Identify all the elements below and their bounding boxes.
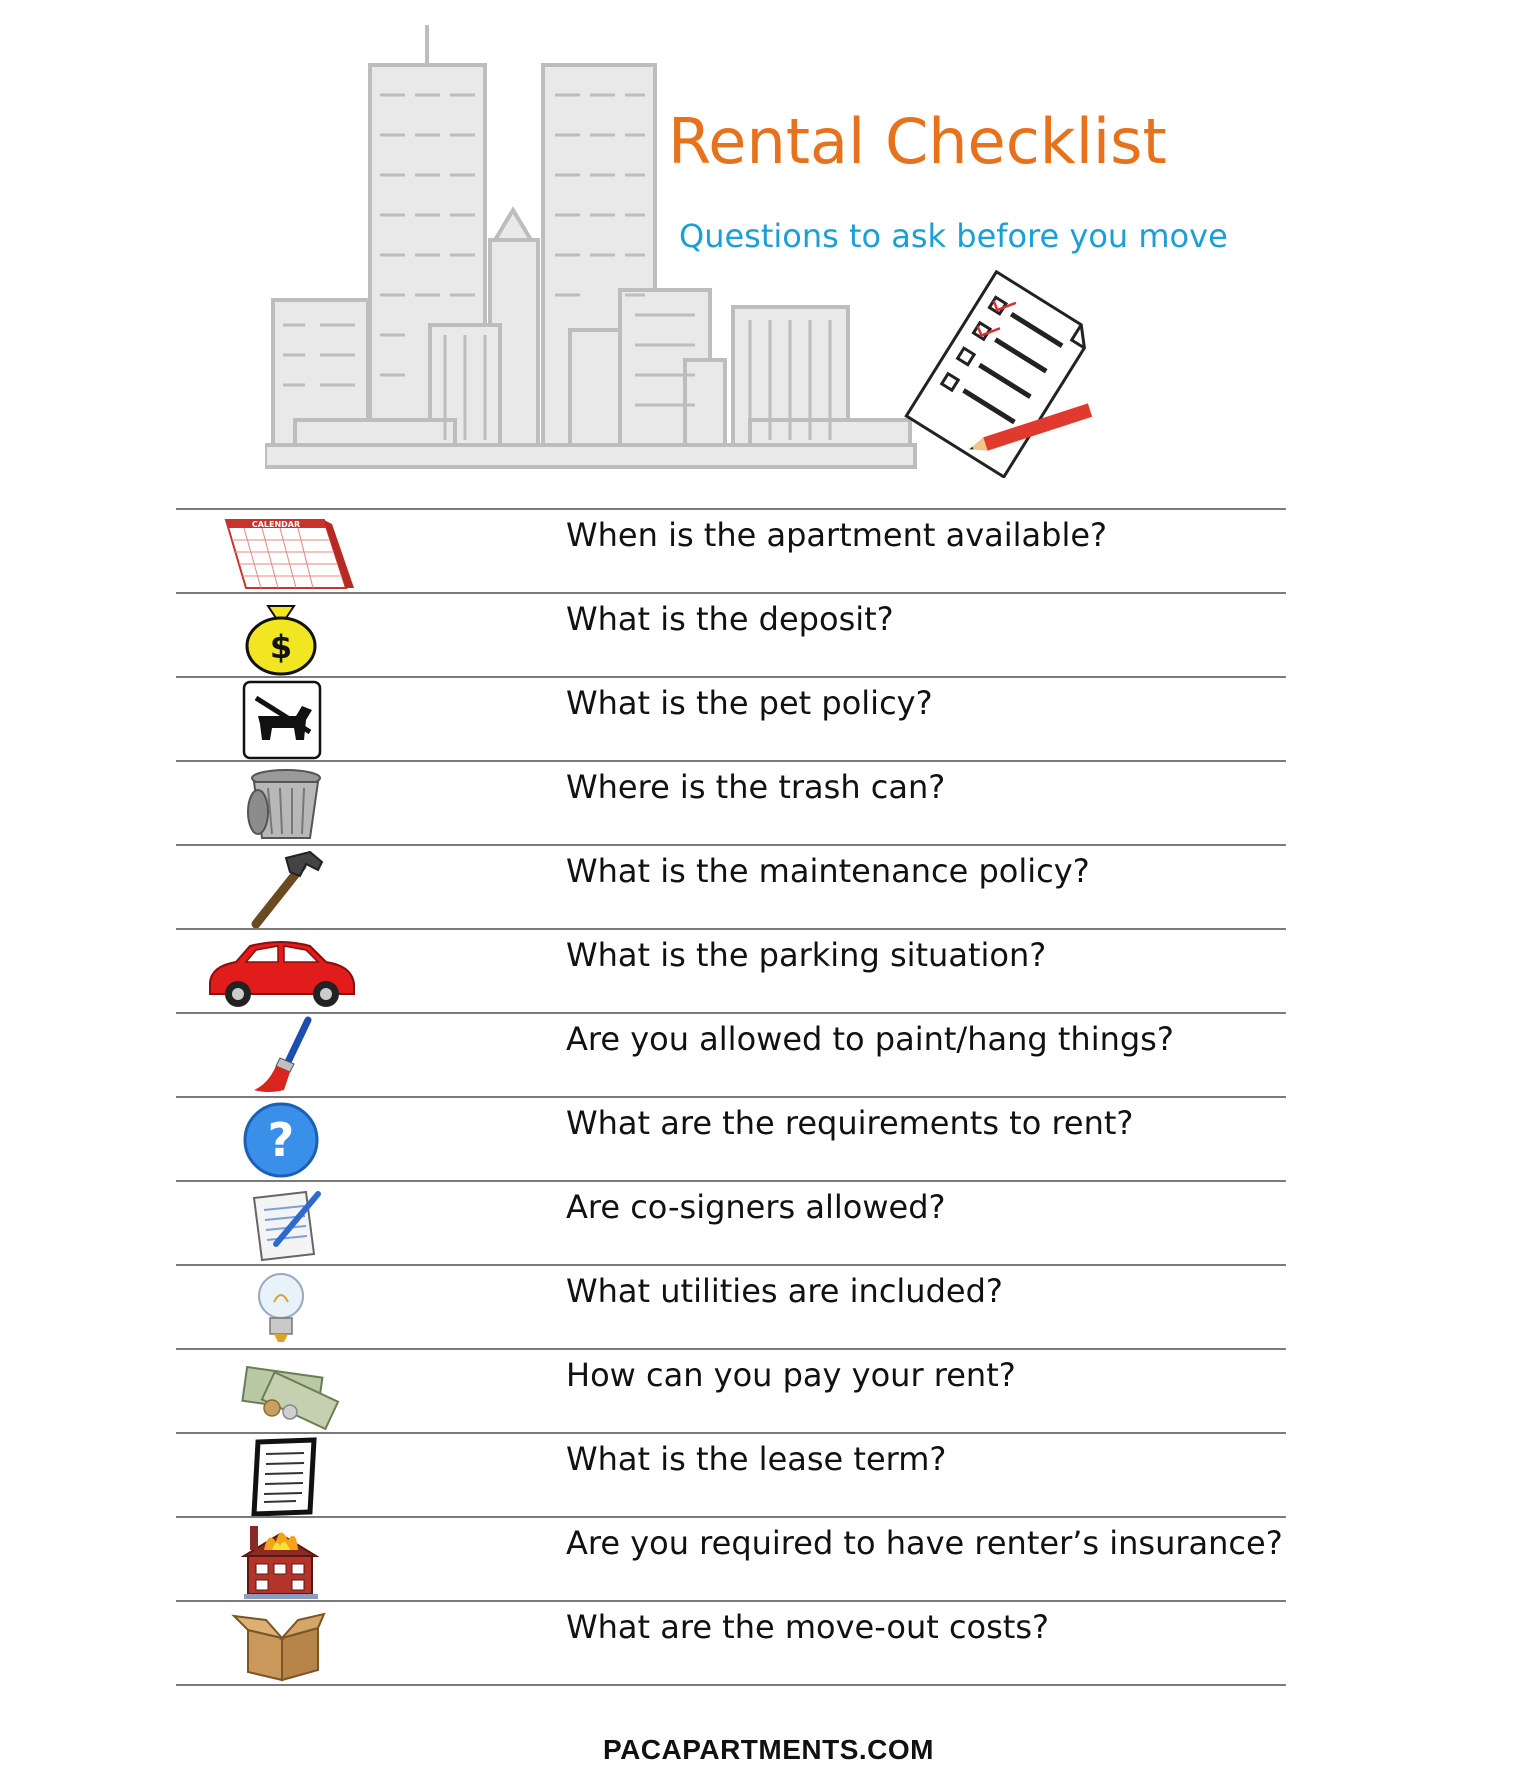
checklist-question: What is the parking situation? <box>566 936 1047 974</box>
checklist-question: How can you pay your rent? <box>566 1356 1016 1394</box>
list-item <box>176 1516 1286 1600</box>
question-mark-icon <box>206 1100 356 1180</box>
light-bulb-icon <box>206 1268 356 1348</box>
checklist-question: Are co-signers allowed? <box>566 1188 946 1226</box>
list-item <box>176 1096 1286 1180</box>
box-icon <box>206 1604 356 1684</box>
footer-text: PACAPARTMENTS.COM <box>602 1734 934 1765</box>
document-icon <box>206 1436 356 1516</box>
list-item <box>176 928 1286 1012</box>
list-item <box>176 844 1286 928</box>
checklist-question: What utilities are included? <box>566 1272 1003 1310</box>
list-item <box>176 1432 1286 1516</box>
list-item <box>176 1264 1286 1348</box>
checklist <box>176 508 1286 1686</box>
hammer-icon <box>206 848 356 928</box>
checklist-question: What is the lease term? <box>566 1440 947 1478</box>
checklist-question: What are the move-out costs? <box>566 1608 1049 1646</box>
svg-text:$: $ <box>269 628 293 666</box>
trash-can-icon <box>206 764 356 844</box>
list-item <box>176 592 1286 676</box>
list-item <box>176 1180 1286 1264</box>
list-item <box>176 1012 1286 1096</box>
cash-icon <box>206 1352 356 1432</box>
list-item <box>176 1348 1286 1432</box>
footer-website <box>0 1734 1525 1766</box>
checklist-paper-icon <box>898 268 1098 478</box>
checklist-question: When is the apartment available? <box>566 516 1107 554</box>
list-item <box>176 760 1286 844</box>
money-bag-icon <box>206 596 356 676</box>
list-item <box>176 1600 1286 1686</box>
calendar-label: CALENDAR <box>251 520 301 529</box>
list-item <box>176 676 1286 760</box>
checklist-question: What is the pet policy? <box>566 684 933 722</box>
calendar-icon <box>206 512 356 592</box>
no-dog-icon <box>206 680 356 760</box>
checklist-question: What is the maintenance policy? <box>566 852 1090 890</box>
checklist-question: Where is the trash can? <box>566 768 946 806</box>
page-subtitle: Questions to ask before you move <box>679 217 1228 255</box>
svg-text:?: ? <box>267 1113 295 1167</box>
checklist-question: What are the requirements to rent? <box>566 1104 1134 1142</box>
paint-brush-icon <box>206 1016 356 1096</box>
burning-house-icon <box>206 1520 356 1600</box>
list-item <box>176 508 1286 592</box>
header <box>0 0 1525 490</box>
checklist-question: What is the deposit? <box>566 600 894 638</box>
checklist-question: Are you allowed to paint/hang things? <box>566 1020 1174 1058</box>
car-icon <box>206 932 356 1012</box>
pen-paper-icon <box>206 1184 356 1264</box>
checklist-question: Are you required to have renter’s insurance? <box>566 1524 1283 1562</box>
page-title: Rental Checklist <box>668 105 1167 178</box>
